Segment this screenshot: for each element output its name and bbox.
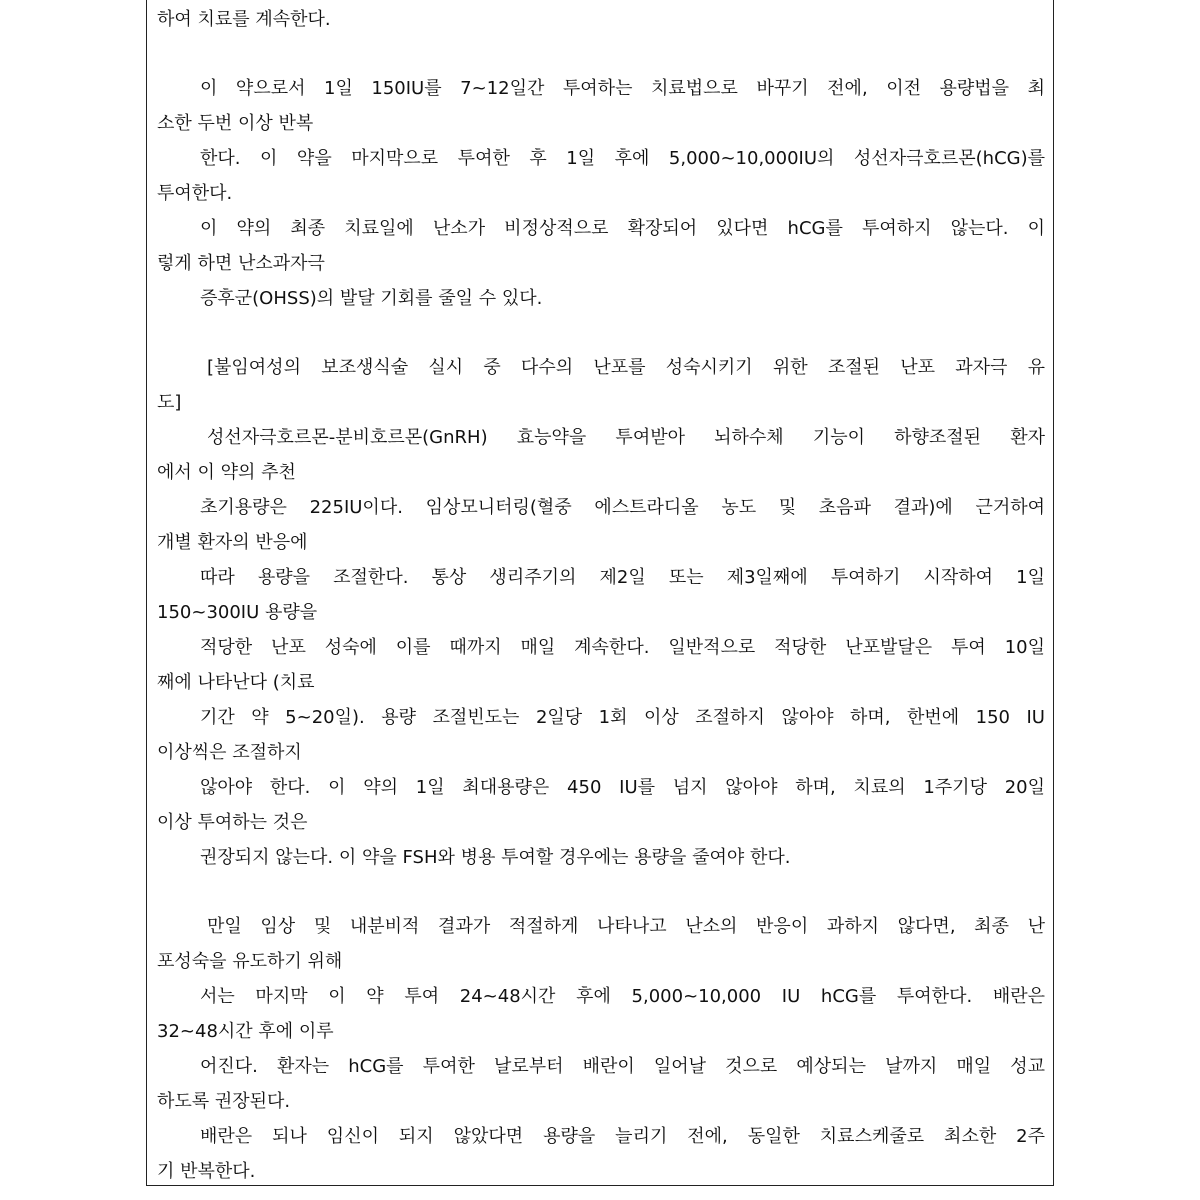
section-heading: [불임여성의 보조생식술 실시 중 다수의 난포를 성숙시키기 위한 조절된 난포 과자극 유 xyxy=(207,357,1045,378)
text-line: 포성숙을 유도하기 위해 xyxy=(157,951,343,972)
text-line: 기 반복한다. xyxy=(157,1161,256,1182)
text-line: 소한 두번 이상 반복 xyxy=(157,113,314,134)
text-line: 권장되지 않는다. 이 약을 FSH와 병용 투여할 경우에는 용량을 줄여야 한다. xyxy=(200,847,791,868)
text-line: 한다. 이 약을 마지막으로 투여한 후 1일 후에 5,000~10,000IU의 성선자극호르몬(hCG)를 xyxy=(200,148,1045,169)
text-line: 에서 이 약의 추천 xyxy=(157,462,296,483)
text-line: 하여 치료를 계속한다. xyxy=(157,9,331,30)
text-line: 이 약의 최종 치료일에 난소가 비정상적으로 확장되어 있다면 hCG를 투여하지 않는다. 이 xyxy=(200,218,1045,239)
text-line: 개별 환자의 반응에 xyxy=(157,532,308,553)
text-line: 성선자극호르몬-분비호르몬(GnRH) 효능약을 투여받아 뇌하수체 기능이 하향조절된 환자 xyxy=(207,427,1045,448)
text-line: 따라 용량을 조절한다. 통상 생리주기의 제2일 또는 제3일째에 투여하기 시작하여 1일 xyxy=(200,567,1045,588)
text-line: 하도록 권장된다. xyxy=(157,1091,291,1112)
section-heading: 도] xyxy=(157,392,182,413)
text-line: 기간 약 5~20일). 용량 조절빈도는 2일당 1회 이상 조절하지 않아야 하며, 한번에 150 IU xyxy=(200,707,1045,728)
text-line: 이상씩은 조절하지 xyxy=(157,742,302,763)
text-line: 이상 투여하는 것은 xyxy=(157,812,308,833)
text-line: 투여한다. xyxy=(157,183,233,204)
text-line: 이 약으로서 1일 150IU를 7~12일간 투여하는 치료법으로 바꾸기 전에, 이전 용량법을 최 xyxy=(200,78,1045,99)
text-line: 150~300IU 용량을 xyxy=(157,602,318,623)
text-line: 초기용량은 225IU이다. 임상모니터링(혈중 에스트라디올 농도 및 초음파 결과)에 근거하여 xyxy=(200,497,1045,518)
text-line: 적당한 난포 성숙에 이를 때까지 매일 계속한다. 일반적으로 적당한 난포발달은 투여 10일 xyxy=(200,637,1045,658)
text-line: 않아야 한다. 이 약의 1일 최대용량은 450 IU를 넘지 않아야 하며, 치료의 1주기당 20일 xyxy=(200,777,1045,798)
text-line: 째에 나타난다 (치료 xyxy=(157,672,315,693)
text-line: 배란은 되나 임신이 되지 않았다면 용량을 늘리기 전에, 동일한 치료스케줄로 최소한 2주 xyxy=(200,1126,1045,1147)
text-line: 32~48시간 후에 이루 xyxy=(157,1021,334,1042)
text-line: 서는 마지막 이 약 투여 24~48시간 후에 5,000~10,000 IU hCG를 투여한다. 배란은 xyxy=(200,986,1045,1007)
text-line: 어진다. 환자는 hCG를 투여한 날로부터 배란이 일어날 것으로 예상되는 날까지 매일 성교 xyxy=(200,1056,1045,1077)
text-line: 렇게 하면 난소과자극 xyxy=(157,253,325,274)
text-line: 만일 임상 및 내분비적 결과가 적절하게 나타나고 난소의 반응이 과하지 않다면, 최종 난 xyxy=(207,916,1045,937)
text-line: 증후군(OHSS)의 발달 기회를 줄일 수 있다. xyxy=(200,288,543,309)
